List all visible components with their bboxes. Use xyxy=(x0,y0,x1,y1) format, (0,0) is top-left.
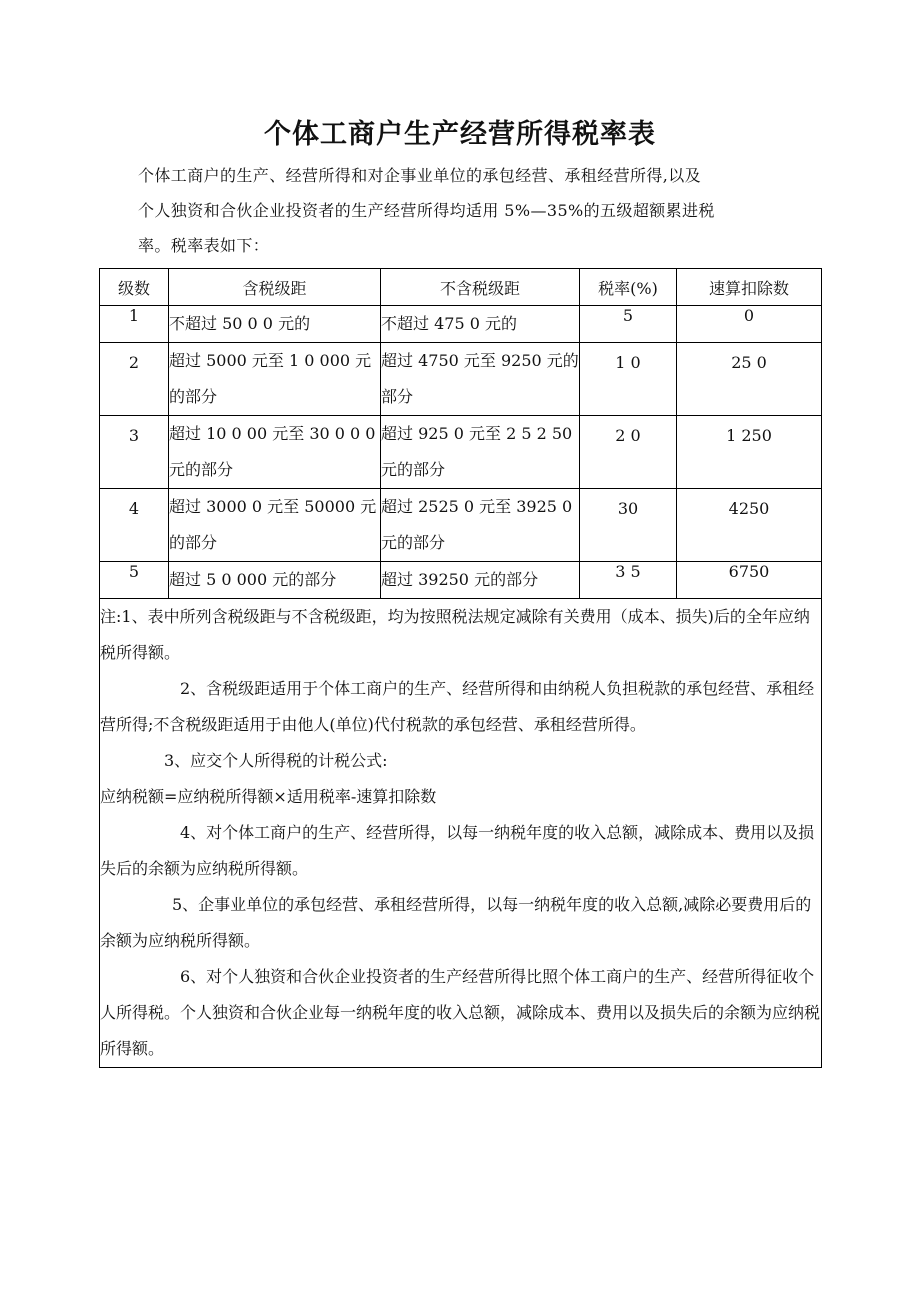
cell-deduction: 4250 xyxy=(677,489,822,562)
cell-deduction: 25 0 xyxy=(677,343,822,416)
cell-with-tax: 超过 10 0 00 元至 30 0 0 0 元的部分 xyxy=(169,416,381,489)
cell-with-tax: 超过 5000 元至 1 0 000 元的部分 xyxy=(169,343,381,416)
header-level: 级数 xyxy=(100,269,169,306)
note-6: 6、对个人独资和合伙企业投资者的生产经营所得比照个体工商户的生产、经营所得征收个人所得税。个人独资和合伙企业每一纳税年度的收入总额，减除成本、费用以及损失后的余额为应纳税所得额。 xyxy=(100,967,821,1058)
table-row xyxy=(100,562,822,599)
cell-without-tax: 超过 925 0 元至 2 5 2 50元的部分 xyxy=(381,416,580,489)
notes-row xyxy=(100,599,822,1068)
note-3: 3、应交个人所得税的计税公式: xyxy=(164,751,388,770)
cell-without-tax: 超过 2525 0 元至 3925 0 元的部分 xyxy=(381,489,580,562)
cell-deduction: 0 xyxy=(677,306,822,343)
header-rate: 税率(%) xyxy=(580,269,677,306)
tax-rate-table xyxy=(99,268,822,1068)
note-5: 5、企事业单位的承包经营、承租经营所得，以每一纳税年度的收入总额,减除必要费用后的余额为应纳税所得额。 xyxy=(100,895,812,950)
cell-deduction: 1 250 xyxy=(677,416,822,489)
intro-line: 率。税率表如下： xyxy=(138,236,270,255)
cell-level: 1 xyxy=(100,306,169,343)
note-2: 2、含税级距适用于个体工商户的生产、经营所得和由纳税人负担税款的承包经营、承租经营所得;不含税级距适用于由他人(单位)代付税款的承包经营、承租经营所得。 xyxy=(100,679,815,734)
cell-with-tax: 不超过 50 0 0 元的 xyxy=(169,306,381,343)
table-row xyxy=(100,489,822,562)
cell-with-tax: 超过 3000 0 元至 50000 元的部分 xyxy=(169,489,381,562)
cell-level: 3 xyxy=(100,416,169,489)
cell-rate: 2 0 xyxy=(580,416,677,489)
intro-line: 个体工商户的生产、经营所得和对企事业单位的承包经营、承租经营所得,以及 xyxy=(138,166,702,185)
intro-line: 个人独资和合伙企业投资者的生产经营所得均适用 5%—35%的五级超额累进税 xyxy=(138,201,715,220)
cell-rate: 5 xyxy=(580,306,677,343)
cell-without-tax: 超过 4750 元至 9250 元的部分 xyxy=(381,343,580,416)
cell-rate: 3 5 xyxy=(580,562,677,599)
table-row xyxy=(100,343,822,416)
note-4: 4、对个体工商户的生产、经营所得，以每一纳税年度的收入总额，减除成本、费用以及损失后的余额为应纳税所得额。 xyxy=(100,823,815,878)
cell-rate: 30 xyxy=(580,489,677,562)
cell-level: 4 xyxy=(100,489,169,562)
header-with-tax-bracket: 含税级距 xyxy=(169,269,381,306)
tax-formula: 应纳税额=应纳税所得额×适用税率-速算扣除数 xyxy=(100,787,437,806)
table-row xyxy=(100,416,822,489)
cell-with-tax: 超过 5 0 000 元的部分 xyxy=(169,562,381,599)
cell-deduction: 6750 xyxy=(677,562,822,599)
cell-without-tax: 超过 39250 元的部分 xyxy=(381,562,580,599)
header-quick-deduction: 速算扣除数 xyxy=(677,269,822,306)
table-row xyxy=(100,306,822,343)
cell-without-tax: 不超过 475 0 元的 xyxy=(381,306,580,343)
cell-level: 2 xyxy=(100,343,169,416)
notes-cell xyxy=(100,599,822,1068)
header-without-tax-bracket: 不含税级距 xyxy=(381,269,580,306)
intro-paragraph xyxy=(138,158,798,263)
note-1: 注:1、表中所列含税级距与不含税级距，均为按照税法规定减除有关费用（成本、损失)后的全年应纳税所得额。 xyxy=(100,607,810,662)
cell-level: 5 xyxy=(100,562,169,599)
table-header-row xyxy=(100,269,822,306)
page-title: 个体工商户生产经营所得税率表 xyxy=(264,119,656,150)
cell-rate: 1 0 xyxy=(580,343,677,416)
